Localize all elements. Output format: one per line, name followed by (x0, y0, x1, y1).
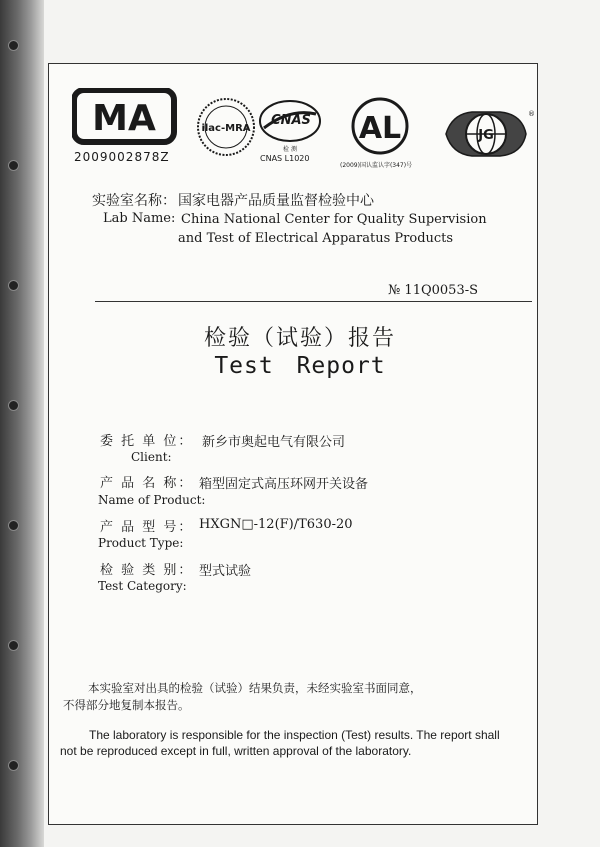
cal-logo-text: AL (358, 111, 402, 146)
ilac-mra-logo-icon (195, 96, 257, 158)
lab-name-cn-value: 国家电器产品质量监督检验中心 (178, 193, 374, 209)
report-number: № 11Q0053-S (388, 283, 479, 298)
binding-hole (8, 640, 19, 651)
cal-logo-icon (350, 96, 410, 156)
product-type-label: 产 品 型 号： (100, 520, 194, 535)
registered-mark: ® (528, 110, 535, 118)
statement-cn-line2: 不得部分地复制本报告。 (63, 698, 190, 712)
product-name-value: 箱型固定式高压环网开关设备 (199, 477, 369, 492)
certification-logos (70, 88, 540, 168)
jg-logo-text: JG (478, 128, 494, 143)
binding-holes (8, 40, 18, 820)
cma-logo-icon (72, 88, 182, 148)
statement-cn-line1: 本实验室对出具的检验（试验）结果负责，未经实验室书面同意， (88, 681, 422, 695)
binding-hole (8, 280, 19, 291)
product-type-en-label: Product Type: (98, 536, 184, 550)
binding-hole (8, 520, 19, 531)
test-category-label: 检 验 类 别： (100, 563, 194, 578)
product-type-value: HXGN□-12(F)/T630-20 (199, 517, 353, 532)
lab-name-cn-label: 实验室名称： (92, 193, 176, 209)
cma-code: 2009002878Z (74, 150, 170, 164)
lab-name-en-label: Lab Name: (103, 211, 176, 226)
client-label: 委 托 单 位： (100, 434, 194, 449)
lab-name-en-value-line1: China National Center for Quality Supervision (181, 212, 487, 227)
cma-logo-text: MA (92, 98, 156, 139)
report-title-cn: 检验（试验）报告 (203, 326, 396, 351)
client-en-label: Client: (131, 450, 172, 464)
client-value: 新乡市奥起电气有限公司 (202, 435, 346, 450)
test-category-en-label: Test Category: (98, 579, 187, 593)
binding-hole (8, 760, 19, 771)
test-category-value: 型式试验 (199, 564, 252, 579)
product-name-label: 产 品 名 称： (100, 476, 194, 491)
binding-hole (8, 160, 19, 171)
jg-globe-logo-icon (442, 106, 530, 162)
cnas-logo-text: CNAS (271, 113, 311, 128)
lab-name-en-value-line2: and Test of Electrical Apparatus Products (178, 231, 454, 246)
statement-en-line2: not be reproduced except in full, written approval of the laboratory. (60, 744, 412, 758)
binding-hole (8, 40, 19, 51)
cal-code: (2009)国认监认字(347)号 (340, 162, 413, 169)
product-name-en-label: Name of Product: (98, 493, 206, 507)
statement-en-line1: The laboratory is responsible for the inspection (Test) results. The report shall (89, 728, 500, 742)
binding-hole (8, 400, 19, 411)
report-title-en: Test Report (214, 353, 386, 379)
ilac-logo-text: ilac-MRA (201, 123, 251, 134)
binding-strip (0, 0, 44, 847)
divider (95, 301, 532, 302)
cnas-logo-icon (258, 98, 322, 144)
cnas-sub: 检 测 (283, 146, 297, 153)
cnas-code: CNAS L1020 (260, 154, 310, 163)
